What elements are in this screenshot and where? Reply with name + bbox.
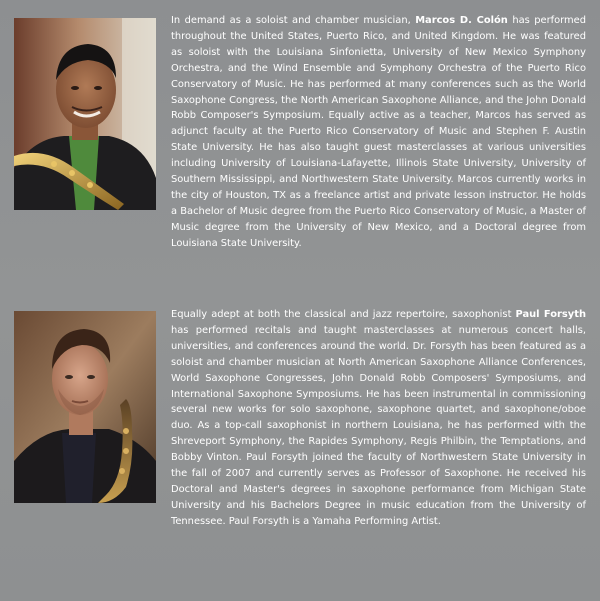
bio-text: has performed throughout the United States, Puerto Rico, and United Kingdom. He was featured as soloist with the Louisiana Sinfonietta, University of New Mexico Symphony Orchestra, and the Wind Ensemble and Symphony Orchestra of the Puerto Rico Conservatory of Music. He has performed at many conferences such as the World Saxophone Congress, the North American Saxophone Alliance, and the John Donald Robb Composer's Symposium. Equally active as a teacher, Marcos has served as adjunct faculty at the Puerto Rico Conservatory of Music and Stephen F. Austin State University. He has also taught guest masterclasses at various universities including University of Louisiana-Lafayette, Illinois State University, University of Southern Mississippi, and Northwestern State University. Marcos currently works in the city of Houston, TX as a freelance artist and private lesson instructor. He holds a Bachelor of Music degree from the Puerto Rico Conservatory of Music, a Master of Music degree from the University of New Mexico, and a Doctoral degree from Louisiana State University. <box>171 15 587 249</box>
portrait-photo-paul-forsyth <box>14 311 156 503</box>
portrait-photo-marcos-colon <box>14 18 156 210</box>
bio-paul-forsyth <box>171 307 586 530</box>
bio-intro: In demand as a soloist and chamber musician, <box>171 15 411 26</box>
bio-marcos-colon <box>171 13 586 252</box>
bio-text: has performed recitals and taught masterclasses at numerous concert halls, universities, and conferences around the world. Dr. Forsyth has been featured as a soloist and chamber musician at North American Saxophone Alliance Conferences, World Saxophone Congresses, John Donald Robb Composers' Symposiums, and International Saxophone Symposiums. He has been instrumental in commissioning several new works for solo saxophone, saxophone quartet, and saxophone/oboe duo. As a top-call saxophonist in northern Louisiana, he has performed with the Shreveport Symphony, the Rapides Symphony, Regis Philbin, the Temptations, and Bobby Vinton. Paul Forsyth joined the faculty of Northwestern State University in the fall of 2007 and currently serves as Professor of Saxophone. He received his Doctoral and Master's degrees in saxophone performance from Michigan State University and his Bachelors Degree in music education from the University of Tennessee. Paul Forsyth is a Yamaha Performing Artist. <box>171 324 586 527</box>
musician-name: Marcos D. Colón <box>415 15 508 26</box>
musician-name: Paul Forsyth <box>515 309 586 320</box>
bio-intro: Equally adept at both the classical and jazz repertoire, saxophonist <box>171 309 512 320</box>
